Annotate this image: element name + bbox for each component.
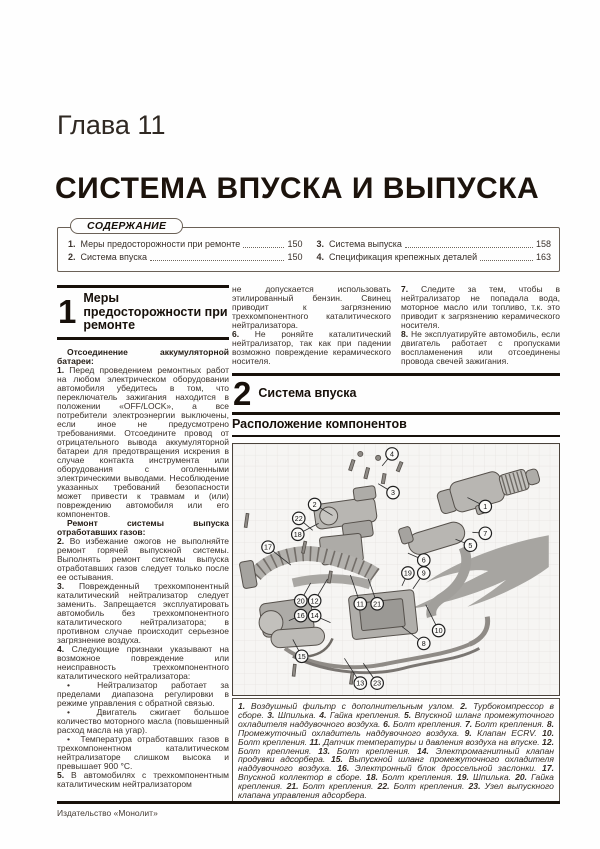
toc-entry: 1. Меры предосторожности при ремонте 150 (68, 239, 303, 249)
svg-text:23: 23 (373, 679, 382, 688)
caption-item: 8. Промежуточный охладитель наддувочного воздуха. (238, 718, 554, 738)
left-column (57, 285, 229, 789)
outlet-hose-part (270, 627, 325, 649)
svg-text:18: 18 (293, 530, 302, 539)
caption-item: 20. Гайка крепления. (238, 772, 554, 792)
caption-item: 5. Впускной шланг промежуточного охладителя наддувочного воздуха. (238, 709, 555, 729)
diagram-caption (232, 698, 560, 804)
caption-item: 16. Электронный блок дроссельной заслонки. (337, 763, 543, 774)
caption-item: 1. Воздушный фильтр с дополнительным узлом. (238, 701, 461, 711)
section2-title: Система впуска (258, 386, 357, 401)
svg-text:10: 10 (434, 627, 443, 636)
svg-text:16: 16 (296, 612, 305, 621)
caption-item: 21. Болт крепления. (286, 781, 378, 792)
svg-text:13: 13 (356, 679, 365, 688)
svg-text:4: 4 (390, 450, 395, 459)
paragraph: не допускается использовать этилированный бензин. Свинец приводит к загрязнению трехкомпонентного каталитического нейтрализатора. (232, 284, 391, 330)
paragraph: 8. Не эксплуатируйте автомобиль, если двигатель работает с пропусками воспламенения или отсоединены провода свечей зажигания. (401, 329, 560, 366)
intake-system-diagram (232, 443, 560, 696)
section1-text-middle (232, 285, 391, 366)
paragraph: 4. Следующие признаки указывают на возможное повреждение или неисправность трехкомпонентного каталитического нейтрализатора: (57, 643, 230, 681)
toc-entry: 3. Система выпуска 158 (316, 239, 551, 249)
svg-text:15: 15 (297, 652, 306, 661)
section1-number: 1 (58, 293, 77, 331)
svg-text:17: 17 (264, 543, 272, 552)
paragraph: 6. Не роняйте каталитический нейтрализатор, так как при падении возможно повреждение керамического носителя. (232, 329, 391, 366)
svg-text:1: 1 (483, 503, 488, 512)
svg-text:6: 6 (421, 556, 426, 565)
continuation-columns (232, 285, 560, 366)
publisher-footer: Издательство «Монолит» (57, 808, 158, 818)
svg-text:14: 14 (310, 612, 319, 621)
svg-text:22: 22 (294, 514, 303, 523)
caption-item: 4. Гайка крепления. (319, 709, 404, 720)
toc-box (57, 220, 560, 272)
caption-item: 17. Впускной коллектор в сборе. (238, 763, 554, 783)
svg-text:19: 19 (403, 569, 412, 578)
footer-rule (57, 801, 560, 804)
toc-column (68, 239, 303, 263)
caption-item: 9. Клапан ECRV. (464, 727, 543, 738)
caption-item: 10. Болт крепления. (238, 727, 555, 747)
sub-heading: Ремонт системы выпуска отработавших газов: (57, 517, 229, 537)
right-area (232, 285, 560, 805)
bullet-item: • Двигатель сжигает большое количество моторного масла (повышенный расход масла на угар). (57, 706, 229, 735)
caption-item: 15. Выпускной шланг промежуточного охладителя наддувочного воздуха. (238, 754, 554, 774)
svg-text:11: 11 (356, 600, 364, 609)
svg-text:20: 20 (296, 597, 305, 606)
caption-item: 14. Электромагнитный клапан продувки адсорбера. (238, 745, 554, 765)
bullet-item: • Нейтрализатор работает за пределами диапазона регулировки в режиме управления с обратной связью. (57, 679, 229, 708)
section1-text-left (57, 348, 229, 789)
diagram-svg (233, 444, 559, 695)
bullet-item: • Температура отработавших газов в трехкомпонентном каталитическом нейтрализаторе слишком высока и превышает 900 °C. (57, 733, 229, 771)
paragraph: 1. Перед проведением ремонтных работ на любом электрическом оборудовании автомобиля убедитесь в том, что переключатель зажигания находится в положении «OFF/LOCK», а все потребители электроэнергии выключены, если иное не предусмотрено требованиями. Отсоедините провод от отрицательного вывода аккумуляторной батареи для предотвращения искрения в случае контакта инструмента или оборудования с оголенными электрическими выводами. Несоблюдение указанных требований безопасности может привести к травмам и (или) повреждению автомобиля или его компонентов. (57, 364, 229, 519)
caption-item: 6. Болт крепления. (383, 718, 465, 729)
caption-item: 3. Шпилька. (267, 709, 320, 720)
toc-column (317, 239, 552, 263)
paragraph: 3. Поврежденный трехкомпонентный каталитический нейтрализатор следует заменить. Запрещается эксплуатировать автомобиль без трехкомпонентного каталитического нейтрализатора; в противном случае происходит серьезное загрязнение воздуха. (57, 580, 229, 645)
caption-item: 2. Турбокомпрессор в сборе. (238, 701, 554, 720)
intercooler-part (348, 590, 418, 640)
svg-text:9: 9 (421, 569, 426, 578)
toc-entry: 4. Спецификация крепежных деталей 163 (316, 252, 551, 262)
caption-item: 12. Болт крепления. (238, 736, 554, 756)
components-heading: Расположение компонентов (232, 417, 560, 437)
sub-heading: Отсоединение аккумуляторной батареи: (57, 346, 229, 366)
svg-text:21: 21 (373, 600, 382, 609)
svg-text:3: 3 (391, 489, 396, 498)
page-title: СИСТЕМА ВПУСКА И ВЫПУСКА (55, 172, 540, 205)
section2-header (232, 373, 560, 415)
caption-item: 23. Узел выпускного клапана управления адсорбера. (238, 781, 554, 801)
caption-item: 18. Болт крепления. (366, 772, 457, 783)
caption-item: 13. Болт крепления. (318, 745, 417, 756)
svg-text:8: 8 (421, 639, 426, 648)
section1-text-right (401, 285, 560, 366)
caption-item: 11. Датчик температуры и давления воздуха на впуске. (309, 736, 543, 747)
caption-item: 7. Болт крепления. (464, 718, 547, 729)
caption-item: 19. Шпилька. (456, 772, 516, 783)
svg-text:7: 7 (483, 529, 488, 538)
paragraph: 5. В автомобилях с трехкомпонентным каталитическим нейтрализатором (57, 769, 229, 789)
chapter-label: Глава 11 (57, 110, 166, 140)
toc-heading: СОДЕРЖАНИЕ (70, 218, 183, 234)
toc-entry: 2. Система впуска 150 (68, 252, 303, 262)
svg-text:12: 12 (310, 597, 319, 606)
paragraph: 7. Следите за тем, чтобы в нейтрализатор не попадала вода, моторное масло или топливо, т.к. это приводит к загрязнению керамического носителя. (401, 284, 560, 330)
section1-title: Меры предосторожности при ремонте (83, 291, 228, 332)
caption-item: 22. Болт крепления. (377, 781, 469, 792)
section1-header (57, 285, 229, 340)
paragraph: 2. Во избежание ожогов не выполняйте ремонт горячей выпускной системы. Выполнять ремонт системы выпуска отработавших газов следует только после ее остывания. (57, 535, 229, 582)
svg-text:2: 2 (312, 501, 317, 510)
svg-text:5: 5 (468, 541, 473, 550)
section2-number: 2 (233, 375, 252, 412)
